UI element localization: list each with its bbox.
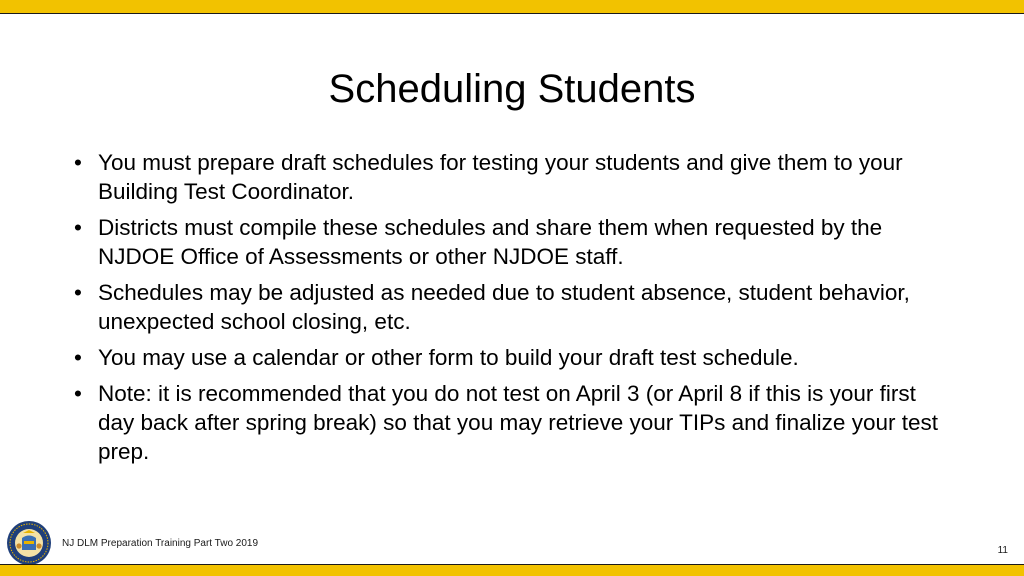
slide-title: Scheduling Students [328, 67, 696, 111]
bullet-item [72, 379, 952, 466]
seal-figure-left [16, 543, 21, 548]
seal-figure-right [36, 543, 41, 548]
bullet-text: Districts must compile these schedules and share them when requested by the NJDOE Office of Assessments or other NJDOE staff. [98, 215, 883, 269]
bullet-marker: • [74, 280, 82, 305]
bullet-marker: • [74, 215, 82, 240]
bullet-text: You may use a calendar or other form to build your draft test schedule. [98, 345, 799, 370]
top-accent-band [0, 0, 1024, 14]
bottom-accent-band [0, 564, 1024, 576]
seal-shield-band [24, 541, 34, 544]
bullet-list [72, 148, 952, 473]
bullet-item [72, 213, 952, 271]
bullet-text: Schedules may be adjusted as needed due to student absence, student behavior, unexpected school closing, etc. [98, 280, 910, 334]
bullet-marker: • [74, 381, 82, 406]
page-number: 11 [997, 545, 1008, 556]
bullet-text: You must prepare draft schedules for testing your students and give them to your Building Test Coordinator. [98, 150, 903, 204]
bullet-marker: • [74, 150, 82, 175]
footer-label: NJ DLM Preparation Training Part Two 2019 [62, 538, 259, 549]
bullet-text: Note: it is recommended that you do not test on April 3 (or April 8 if this is your first day back after spring break) so that you may retrieve your TIPs and finalize your test prep. [98, 381, 938, 464]
state-seal-icon [6, 520, 52, 566]
bullet-marker: • [74, 345, 82, 370]
bullet-item [72, 148, 952, 206]
bullet-item [72, 343, 952, 372]
bullet-item [72, 278, 952, 336]
